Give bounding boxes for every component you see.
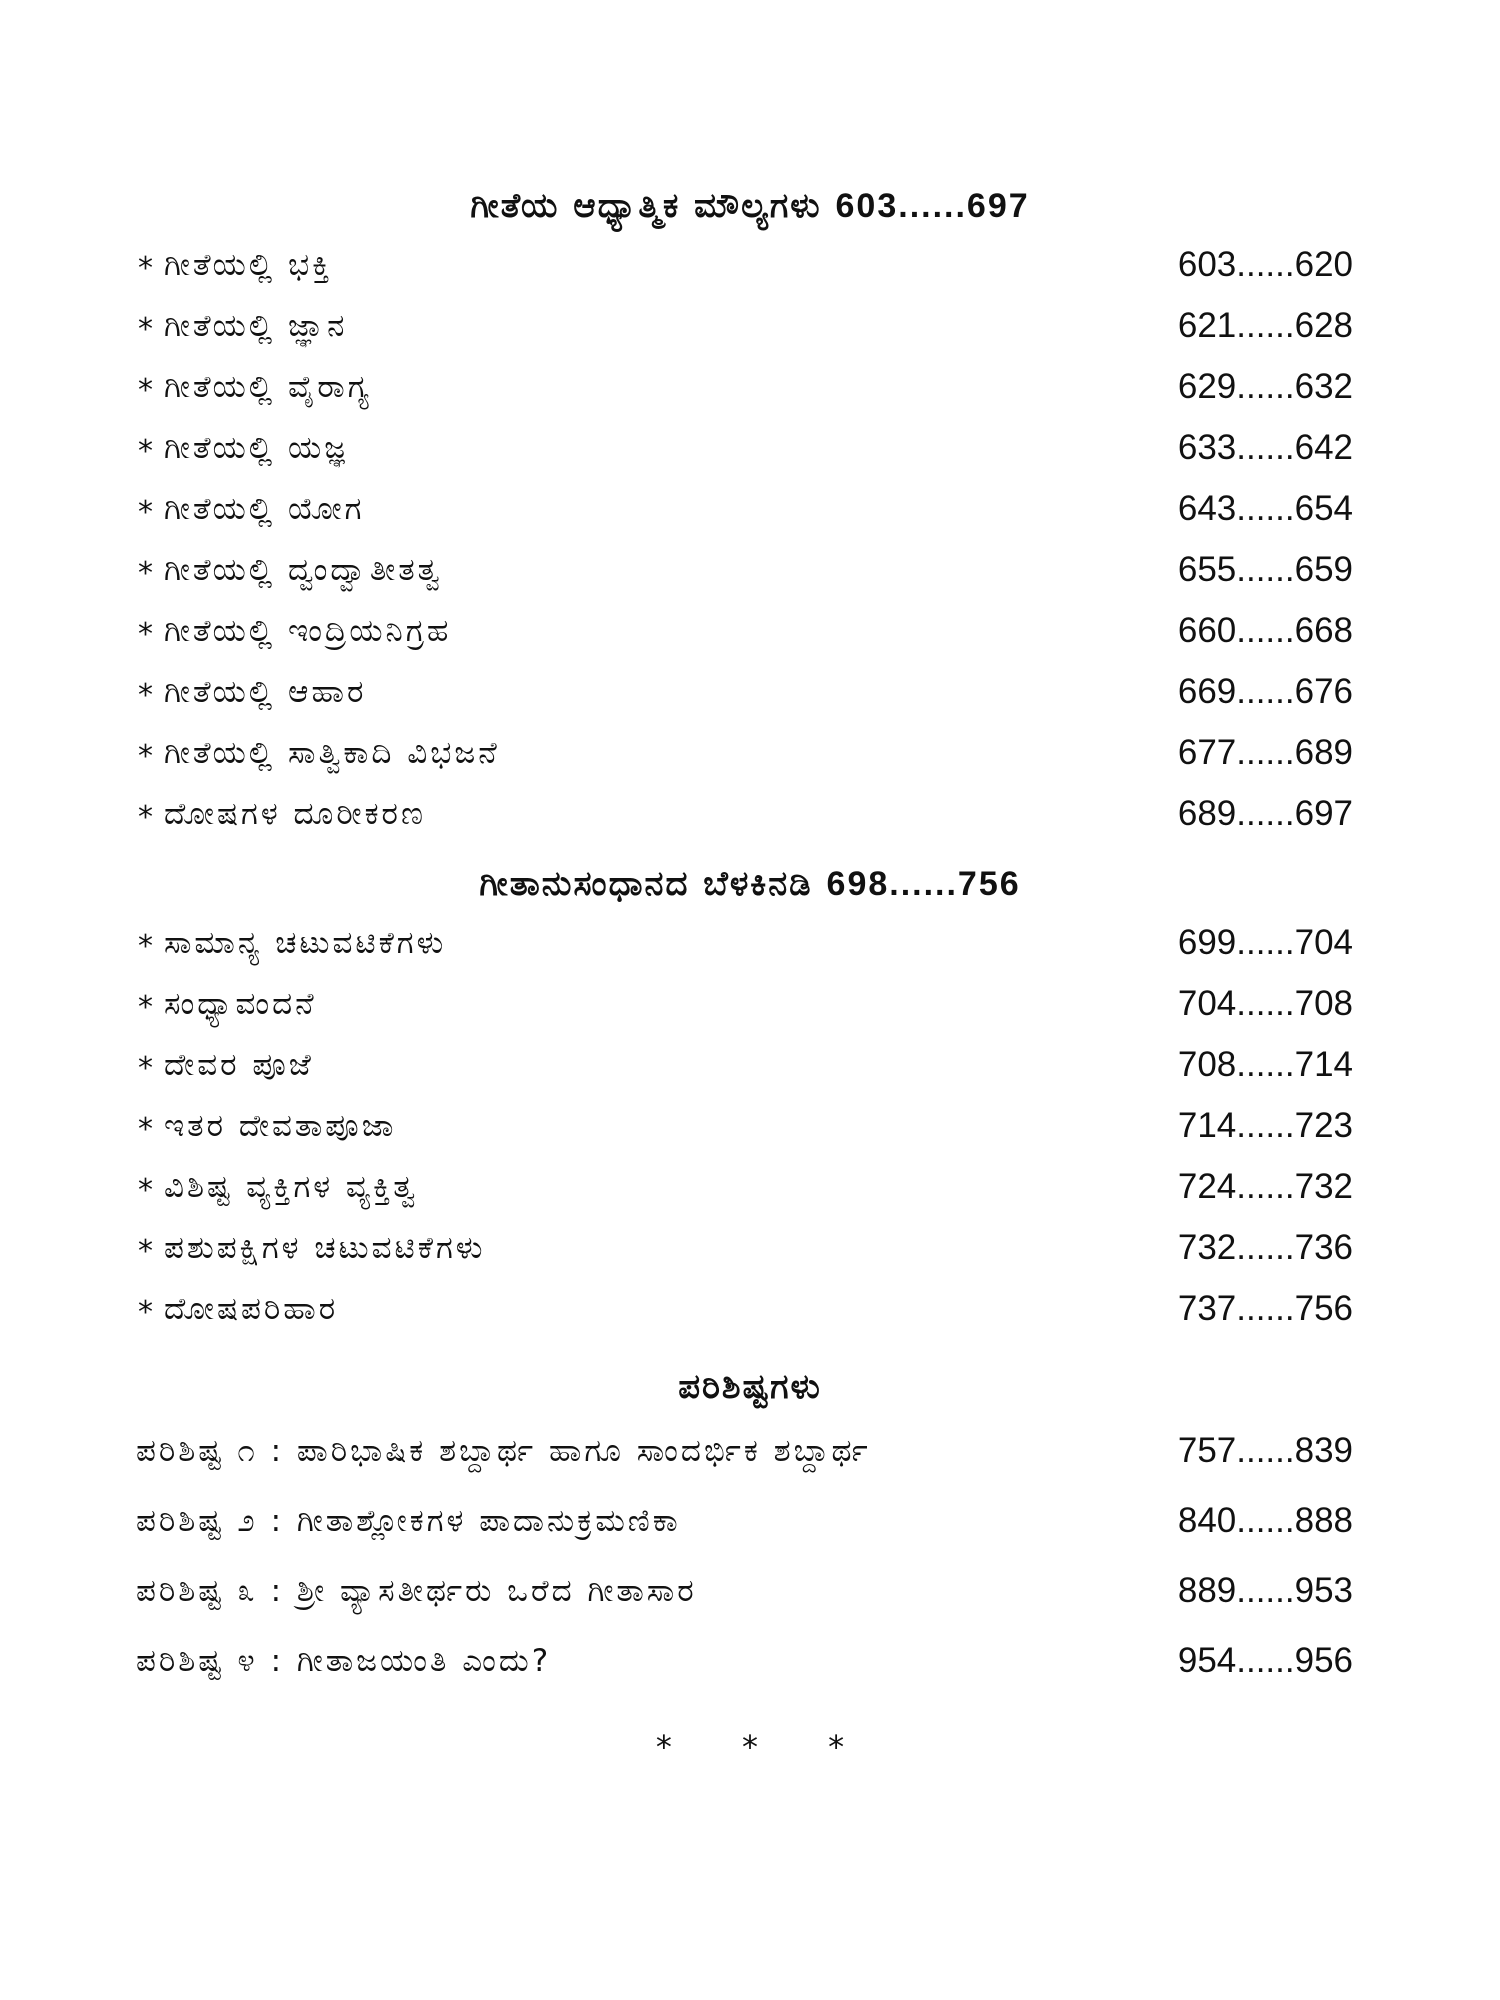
bullet: *	[138, 312, 153, 347]
toc-entry	[0, 545, 1500, 595]
appendix-title: ಪರಿಶಿಷ್ಟ ೧ : ಪಾರಿಭಾಷಿಕ ಶಬ್ದಾರ್ಥ ಹಾಗೂ ಸಾಂದರ್ಭಿಕ ಶಬ್ದಾರ್ಥ	[136, 1433, 871, 1469]
entry-pages: 724......732	[1177, 1167, 1353, 1206]
bullet: *	[138, 617, 153, 652]
entry-pages: 677......689	[1177, 733, 1353, 772]
toc-entry	[0, 1223, 1500, 1273]
toc-entry	[0, 1284, 1500, 1334]
section-title: ಗೀತಾನುಸಂಧಾನದ ಬೆಳಕಿನಡಿ	[479, 864, 813, 904]
bullet: *	[138, 1051, 153, 1086]
bullet: *	[138, 678, 153, 713]
entry-pages: 704......708	[1177, 984, 1353, 1023]
toc-entry	[0, 979, 1500, 1029]
entry-title: ಸಾಮಾನ್ಯ ಚಟುವಟಿಕೆಗಳು	[164, 925, 447, 961]
bullet: *	[138, 990, 153, 1025]
toc-entry	[0, 918, 1500, 968]
appendices-heading	[0, 1365, 1500, 1409]
entry-pages: 669......676	[1177, 672, 1353, 711]
toc-entry	[0, 484, 1500, 534]
entry-pages: 629......632	[1177, 367, 1353, 406]
entry-pages: 732......736	[1177, 1228, 1353, 1267]
entry-pages: 633......642	[1177, 428, 1353, 467]
appendix-pages: 840......888	[1177, 1501, 1353, 1540]
toc-entry	[0, 423, 1500, 473]
entry-pages: 660......668	[1177, 611, 1353, 650]
entry-pages: 603......620	[1177, 245, 1353, 284]
section-page-range: 698......756	[826, 865, 1021, 903]
entry-pages: 621......628	[1177, 306, 1353, 345]
entry-title: ಗೀತೆಯಲ್ಲಿ ದ್ವಂದ್ವಾತೀತತ್ವ	[164, 552, 443, 588]
appendices-title: ಪರಿಶಿಷ್ಟಗಳು	[678, 1367, 822, 1407]
entry-pages: 714......723	[1177, 1106, 1353, 1145]
bullet: *	[138, 495, 153, 530]
entry-title: ಗೀತೆಯಲ್ಲಿ ಯಜ್ಞ	[164, 430, 348, 466]
bullet: *	[138, 739, 153, 774]
bullet: *	[138, 1234, 153, 1269]
appendix-entry	[0, 1494, 1500, 1548]
entry-title: ಸಂಧ್ಯಾವಂದನೆ	[164, 986, 317, 1022]
entry-title: ವಿಶಿಷ್ಟ ವ್ಯಕ್ತಿಗಳ ವ್ಯಕ್ತಿತ್ವ	[164, 1169, 419, 1205]
bullet: *	[138, 434, 153, 469]
entry-title: ದೋಷಪರಿಹಾರ	[164, 1291, 339, 1327]
toc-entry	[0, 240, 1500, 290]
entry-pages: 737......756	[1177, 1289, 1353, 1328]
bullet: *	[138, 1173, 153, 1208]
bullet: *	[138, 373, 153, 408]
entry-pages: 643......654	[1177, 489, 1353, 528]
toc-entry	[0, 362, 1500, 412]
appendix-title: ಪರಿಶಿಷ್ಟ ೩ : ಶ್ರೀ ವ್ಯಾಸತೀರ್ಥರು ಒರೆದ ಗೀತಾಸಾರ	[136, 1573, 697, 1609]
section-heading-1	[0, 184, 1500, 228]
entry-title: ಗೀತೆಯಲ್ಲಿ ಸಾತ್ವಿಕಾದಿ ವಿಭಜನೆ	[164, 735, 500, 771]
toc-entry	[0, 667, 1500, 717]
toc-entry	[0, 1101, 1500, 1151]
toc-entry	[0, 728, 1500, 778]
entry-title: ಇತರ ದೇವತಾಪೂಜಾ	[164, 1108, 397, 1144]
bullet: *	[138, 556, 153, 591]
entry-pages: 699......704	[1177, 923, 1353, 962]
toc-entry	[0, 301, 1500, 351]
ending-mark: * * *	[655, 1728, 875, 1766]
appendix-title: ಪರಿಶಿಷ್ಟ ೪ : ಗೀತಾಜಯಂತಿ ಎಂದು?	[136, 1643, 552, 1679]
toc-entry	[0, 789, 1500, 839]
entry-title: ದೋಷಗಳ ದೂರೀಕರಣ	[164, 796, 426, 832]
section-title: ಗೀತೆಯ ಆಧ್ಯಾತ್ಮಿಕ ಮೌಲ್ಯಗಳು	[470, 186, 822, 226]
appendix-title: ಪರಿಶಿಷ್ಟ ೨ : ಗೀತಾಶ್ಲೋಕಗಳ ಪಾದಾನುಕ್ರಮಣಿಕಾ	[136, 1503, 681, 1539]
bullet: *	[138, 1112, 153, 1147]
entry-title: ಗೀತೆಯಲ್ಲಿ ಜ್ಞಾನ	[164, 308, 348, 344]
toc-entry	[0, 606, 1500, 656]
entry-title: ದೇವರ ಪೂಜೆ	[164, 1047, 314, 1083]
entry-title: ಗೀತೆಯಲ್ಲಿ ಆಹಾರ	[164, 674, 367, 710]
appendix-pages: 889......953	[1177, 1571, 1353, 1610]
bullet: *	[138, 251, 153, 286]
bullet: *	[138, 1295, 153, 1330]
entry-pages: 708......714	[1177, 1045, 1353, 1084]
entry-title: ಗೀತೆಯಲ್ಲಿ ಭಕ್ತಿ	[164, 247, 333, 283]
entry-title: ಗೀತೆಯಲ್ಲಿ ವೈರಾಗ್ಯ	[164, 369, 372, 405]
entry-title: ಗೀತೆಯಲ್ಲಿ ಯೋಗ	[164, 491, 365, 527]
appendix-pages: 954......956	[1177, 1641, 1353, 1680]
section-heading-2	[0, 862, 1500, 906]
appendix-entry	[0, 1564, 1500, 1618]
entry-title: ಗೀತೆಯಲ್ಲಿ ಇಂದ್ರಿಯನಿಗ್ರಹ	[164, 613, 452, 649]
appendix-entry	[0, 1634, 1500, 1688]
toc-entry	[0, 1040, 1500, 1090]
appendix-pages: 757......839	[1177, 1431, 1353, 1470]
entry-pages: 655......659	[1177, 550, 1353, 589]
appendix-entry	[0, 1424, 1500, 1478]
entry-pages: 689......697	[1177, 794, 1353, 833]
toc-entry	[0, 1162, 1500, 1212]
section-page-range: 603......697	[835, 187, 1030, 225]
bullet: *	[138, 800, 153, 835]
bullet: *	[138, 929, 153, 964]
entry-title: ಪಶುಪಕ್ಷಿಗಳ ಚಟುವಟಿಕೆಗಳು	[164, 1230, 486, 1266]
